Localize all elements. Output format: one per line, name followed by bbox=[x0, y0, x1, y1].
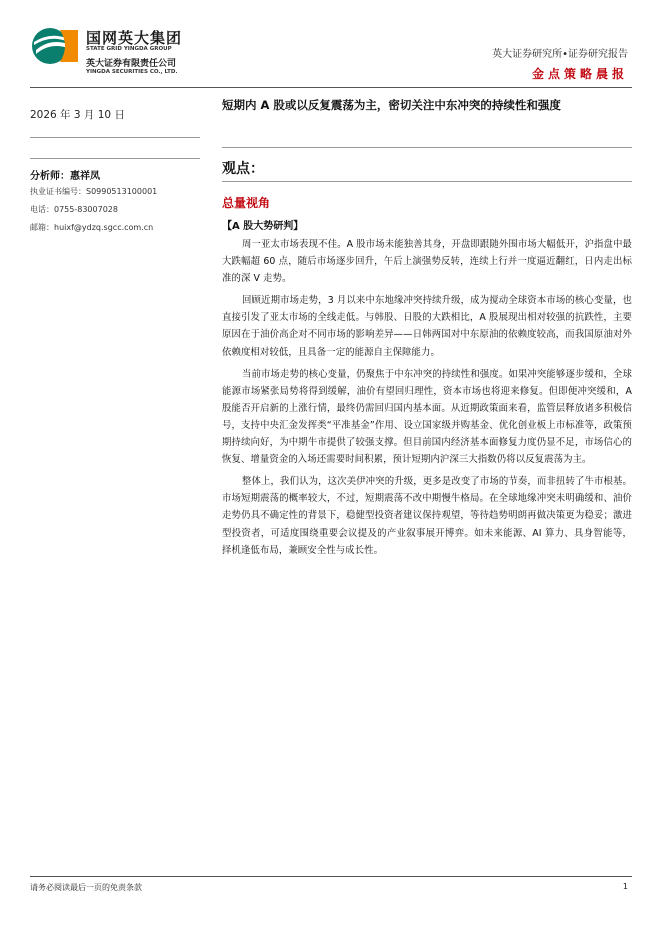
page-number: 1 bbox=[622, 882, 628, 891]
section-heading: 总量视角 bbox=[222, 196, 271, 210]
paragraph: 周一亚太市场表现不佳。A 股市场未能独善其身，开盘即跟随外围市场大幅低开，沪指盘中最大跌幅超 60 点，随后市场逐步回升，午后上演强势反转，连续上行并一度逼近翻红，日内走出标准的深 V 走势。 bbox=[222, 239, 632, 285]
sidebar-divider-top bbox=[30, 137, 200, 138]
subsection-heading: 【A 股大势研判】 bbox=[222, 221, 304, 232]
logo-group-name: 国网英大集团 bbox=[86, 29, 183, 47]
analyst-name: 分析师：惠祥凤 bbox=[30, 171, 100, 182]
logo-group-name-en: STATE GRID YINGDA GROUP bbox=[86, 46, 172, 52]
report-body bbox=[222, 236, 632, 564]
report-title: 短期内 A 股或以反复震荡为主，密切关注中东冲突的持续性和强度 bbox=[222, 98, 561, 112]
report-date: 2026 年 3 月 10 日 bbox=[30, 109, 125, 121]
sidebar-divider bbox=[30, 158, 200, 159]
institute-label: 英大证券研究所•证券研究报告 bbox=[492, 49, 628, 60]
logo-company-name-en: YINGDA SECURITIES CO., LTD. bbox=[86, 69, 178, 75]
email-address: 邮箱：huixf@ydzq.sgcc.com.cn bbox=[30, 223, 154, 232]
paragraph: 整体上，我们认为，这次美伊冲突的升级，更多是改变了市场的节奏，而非扭转了牛市根基。市场短期震荡的概率较大，不过，短期震荡不改中期慢牛格局。在全球地缘冲突未明确缓和、油价走势仍具不确定性的背景下，稳健型投资者建议保持观望，等待趋势明朗再做决策更为稳妥；激进型投资者，可适度围绕重要会议提及的产业叙事展开博弈。如未来能源、AI 算力、具身智能等，择机逢低布局，兼顾安全性与成长性。 bbox=[222, 476, 632, 556]
header-divider bbox=[30, 87, 632, 88]
viewpoint-divider bbox=[222, 181, 632, 182]
paragraph: 当前市场走势的核心变量，仍聚焦于中东冲突的持续性和强度。如果冲突能够逐步缓和，全球能源市场紧张局势将得到缓解，油价有望回归理性，资本市场也将迎来修复。但即便冲突缓和，A 股能否开启新的上涨行情，最终仍需回归国内基本面。从近期政策面来看，监管层释放诸多积极信号，支持中央汇金发挥类“平准基金”作用、设立国家级并购基金、优化创业板上市标准等，政策预期持续向好，为中期牛市提供了较强支撑。但目前国内经济基本面修复力度仍显不足，市场信心的恢复、增量资金的入场还需要时间积累，预计短期内沪深三大指数仍将以反复震荡为主。 bbox=[222, 368, 632, 466]
title-divider bbox=[222, 147, 632, 148]
paragraph: 回顾近期市场走势，3 月以来中东地缘冲突持续升级，成为搅动全球资本市场的核心变量，也直接引发了亚太市场的全线走低。与韩股、日股的大跌相比，A 股展现出相对较强的抗跌性，主要原因在于油价高企对不同市场的影响差异——日韩两国对中东原油的依赖度较高，而我国原油对外依赖度相对较低，且具备一定的能源自主保障能力。 bbox=[222, 295, 632, 358]
report-type: 金点策略晨报 bbox=[531, 67, 628, 81]
viewpoint-heading: 观点： bbox=[222, 161, 264, 177]
logo-company-name: 英大证券有限责任公司 bbox=[86, 59, 177, 69]
footer-disclaimer: 请务必阅读最后一页的免责条款 bbox=[30, 883, 142, 892]
company-logo-icon bbox=[30, 26, 80, 66]
license-number: 执业证书编号：S0990513100001 bbox=[30, 187, 158, 196]
footer-divider bbox=[30, 876, 632, 877]
phone-number: 电话：0755-83007028 bbox=[30, 205, 118, 214]
